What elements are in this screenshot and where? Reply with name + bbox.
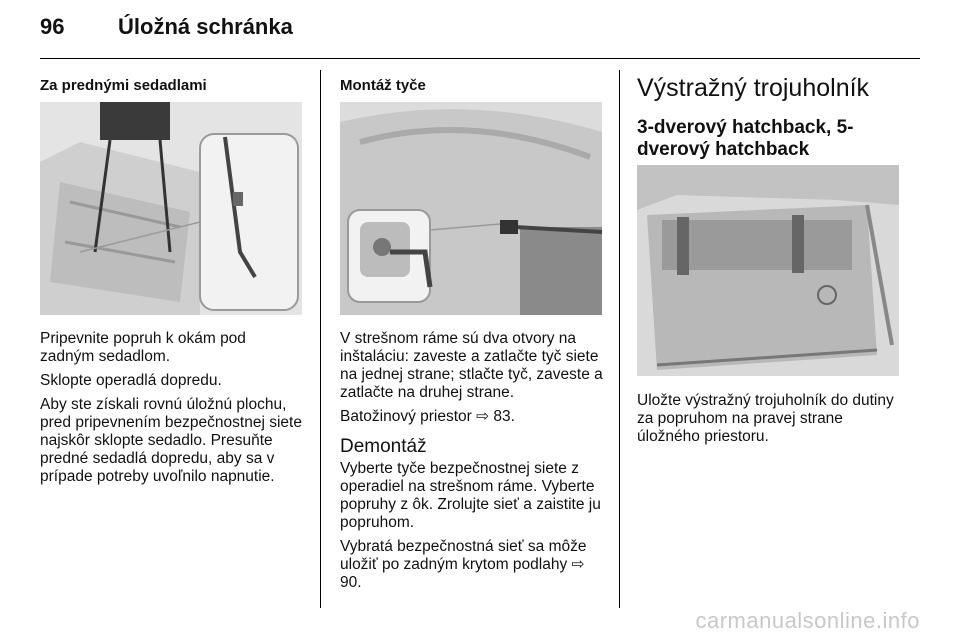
section-heading: Výstražný trojuholník [637, 74, 870, 102]
paragraph: Uložte výstražný trojuholník do dutiny za popruhom na pravej strane úložného priestoru. [637, 392, 894, 445]
section-heading: Montáž tyče [340, 77, 426, 94]
paragraph: Aby ste získali rovnú úložnú plochu, pred pripevnením bezpečnostnej siete najskôr sklopte sedadlo. Presuňte predné sedadlá dopredu, aby sa v prípade potreby uvoľnilo napnutie. [40, 396, 302, 485]
section-heading: Za prednými sedadlami [40, 77, 207, 94]
paragraph: Vybratá bezpečnostná sieť sa môže uložiť po zadným krytom podlahy ⇨ 90. [340, 538, 587, 591]
illustration-rear-seat-strap [40, 102, 302, 315]
column-divider [320, 70, 321, 608]
page-title: Úložná schránka [118, 14, 293, 39]
paragraph: Vyberte tyče bezpečnostnej siete z operadiel na strešnom ráme. Vyberte popruhy z ôk. Zrolujte sieť a zaistite ju popruhom. [340, 460, 601, 531]
illustration-warning-triangle [637, 165, 899, 376]
paragraph: Sklopte operadlá dopredu. [40, 372, 222, 389]
subsection-heading: 3-dverový hatchback, 5-dverový hatchback [637, 117, 854, 160]
illustration-rod-mounting [340, 102, 602, 315]
subsection-heading: Demontáž [340, 436, 427, 457]
header-rule [40, 58, 920, 59]
watermark: carmanualsonline.info [695, 608, 920, 633]
paragraph: Pripevnite popruh k okám pod zadným sedadlom. [40, 330, 246, 365]
page-number: 96 [40, 14, 65, 39]
cross-reference: Batožinový priestor ⇨ 83. [340, 408, 515, 425]
paragraph: V strešnom ráme sú dva otvory na inštaláciu: zaveste a zatlačte tyč siete na jednej strane; stlačte tyč, zaveste a zatlačte na druhej strane. [340, 330, 603, 401]
page-header [40, 14, 920, 50]
column-divider [619, 70, 620, 608]
